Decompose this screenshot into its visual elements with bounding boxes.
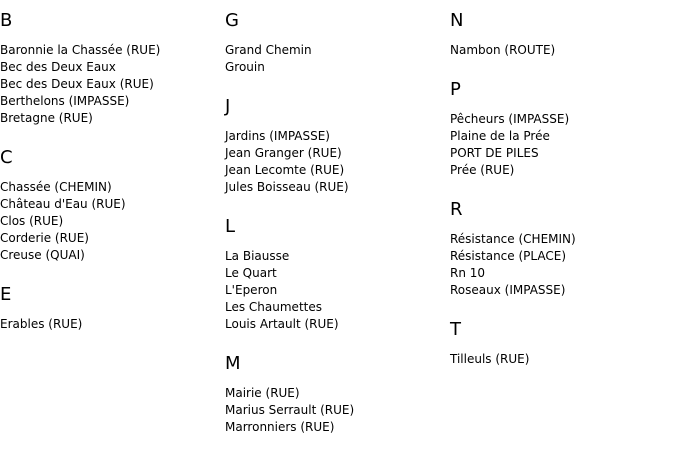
street-link[interactable]: Le Quart xyxy=(225,266,277,280)
letter-heading: C xyxy=(0,147,13,168)
street-link[interactable]: Jules Boisseau (RUE) xyxy=(225,180,349,194)
street-link[interactable]: PORT DE PILES xyxy=(450,146,539,160)
letter-group xyxy=(450,319,670,368)
letter-heading: R xyxy=(450,199,463,220)
street-link[interactable]: Résistance (PLACE) xyxy=(450,249,566,263)
street-list xyxy=(0,42,220,127)
group-spacer xyxy=(225,333,445,353)
group-spacer xyxy=(225,196,445,216)
letter-group xyxy=(225,353,445,436)
street-list xyxy=(0,316,220,333)
street-link[interactable]: Bec des Deux Eaux (RUE) xyxy=(0,77,154,91)
letter-heading: B xyxy=(0,10,13,31)
street-link[interactable]: Marronniers (RUE) xyxy=(225,420,335,434)
letter-heading: G xyxy=(225,10,239,31)
group-spacer xyxy=(0,264,220,284)
street-link[interactable]: Plaine de la Prée xyxy=(450,129,550,143)
street-link[interactable]: Jardins (IMPASSE) xyxy=(225,129,330,143)
street-link[interactable]: Jean Lecomte (RUE) xyxy=(225,163,345,177)
street-list xyxy=(450,231,670,299)
street-link[interactable]: La Biausse xyxy=(225,249,290,263)
street-link[interactable]: Nambon (ROUTE) xyxy=(450,43,556,57)
street-link[interactable]: Baronnie la Chassée (RUE) xyxy=(0,43,161,57)
letter-group xyxy=(0,10,220,147)
street-link[interactable]: Résistance (CHEMIN) xyxy=(450,232,576,246)
group-spacer xyxy=(450,179,670,199)
street-link[interactable]: Jean Granger (RUE) xyxy=(225,146,342,160)
street-link[interactable]: Marius Serrault (RUE) xyxy=(225,403,355,417)
street-link[interactable]: L'Eperon xyxy=(225,283,278,297)
group-spacer xyxy=(0,127,220,147)
letter-heading: E xyxy=(0,284,12,305)
letter-group xyxy=(225,96,445,216)
group-spacer xyxy=(450,299,670,319)
street-link[interactable]: Roseaux (IMPASSE) xyxy=(450,283,566,297)
street-link[interactable]: Clos (RUE) xyxy=(0,214,64,228)
street-link[interactable]: Prée (RUE) xyxy=(450,163,515,177)
street-list xyxy=(225,42,445,76)
street-link[interactable]: Bretagne (RUE) xyxy=(0,111,93,125)
street-link[interactable]: Berthelons (IMPASSE) xyxy=(0,94,130,108)
letter-heading: N xyxy=(450,10,464,31)
street-link[interactable]: Tilleuls (RUE) xyxy=(450,352,530,366)
street-link[interactable]: Corderie (RUE) xyxy=(0,231,89,245)
letter-group xyxy=(450,199,670,319)
street-link[interactable]: Château d'Eau (RUE) xyxy=(0,197,126,211)
street-list xyxy=(450,111,670,179)
group-spacer xyxy=(450,59,670,79)
street-list xyxy=(450,42,670,59)
street-link[interactable]: Bec des Deux Eaux xyxy=(0,60,116,74)
street-link[interactable]: Grouin xyxy=(225,60,265,74)
letter-group xyxy=(0,284,220,333)
street-link[interactable]: Erables (RUE) xyxy=(0,317,83,331)
street-link[interactable]: Creuse (QUAI) xyxy=(0,248,85,262)
street-list xyxy=(450,351,670,368)
letter-heading: M xyxy=(225,353,241,374)
letter-heading: T xyxy=(450,319,461,340)
street-link[interactable]: Rn 10 xyxy=(450,266,486,280)
letter-heading: P xyxy=(450,79,461,100)
letter-heading: L xyxy=(225,216,236,237)
index-column-2 xyxy=(225,10,445,436)
group-spacer xyxy=(225,76,445,96)
street-link[interactable]: Pêcheurs (IMPASSE) xyxy=(450,112,570,126)
street-link[interactable]: Grand Chemin xyxy=(225,43,312,57)
letter-heading: J xyxy=(225,96,231,117)
letter-group xyxy=(450,10,670,79)
street-link[interactable]: Louis Artault (RUE) xyxy=(225,317,339,331)
letter-group xyxy=(0,147,220,284)
index-column-1 xyxy=(0,10,220,333)
letter-group xyxy=(450,79,670,199)
street-link[interactable]: Les Chaumettes xyxy=(225,300,322,314)
street-list xyxy=(225,385,445,436)
street-list xyxy=(225,248,445,333)
letter-group xyxy=(225,10,445,96)
index-column-3 xyxy=(450,10,670,368)
street-link[interactable]: Chassée (CHEMIN) xyxy=(0,180,112,194)
street-link[interactable]: Mairie (RUE) xyxy=(225,386,300,400)
street-list xyxy=(0,179,220,264)
letter-group xyxy=(225,216,445,353)
street-list xyxy=(225,128,445,196)
